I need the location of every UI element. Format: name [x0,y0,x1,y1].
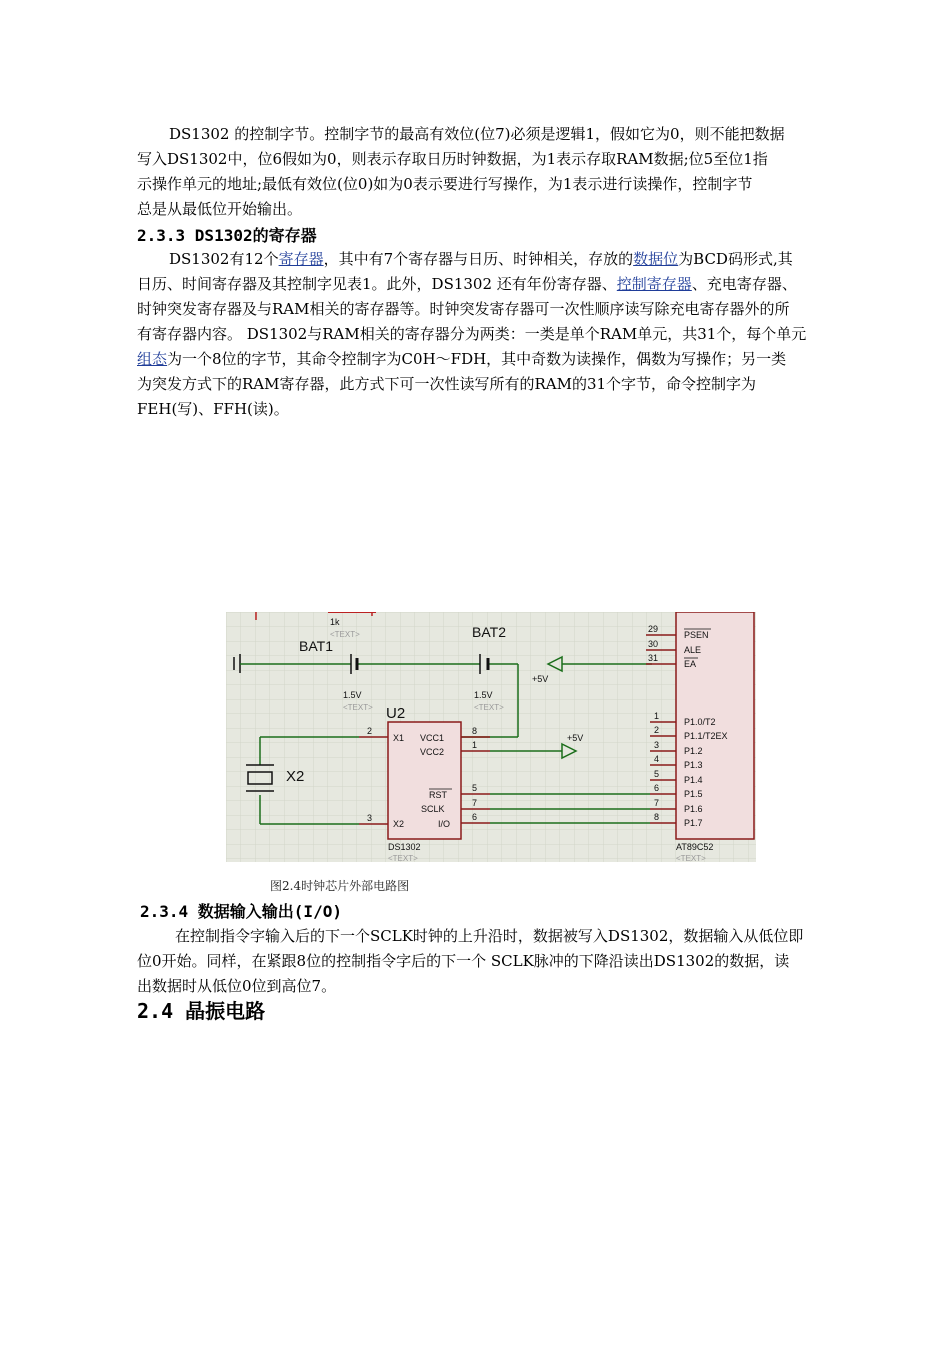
pin-number: 3 [367,813,373,823]
text-run: ，其中有7个寄存器与日历、时钟相关，存放的 [323,250,634,268]
u2-pin-vcc2: VCC2 [420,747,445,757]
u2-label: U2 [386,705,406,722]
link-configuration[interactable]: 组态 [137,350,168,368]
text-line: 总是从最低位开始输出。 [137,200,303,218]
text-line: DS1302 的控制字节。控制字节的最高有效位(位7)必须是逻辑1，假如它为0，则不能把数据 [169,125,785,143]
pin-number: 1 [472,740,478,750]
section-heading-registers: 2.3.3 DS1302的寄存器 [137,226,317,245]
u2-pin-x2: X2 [393,819,405,829]
text-placeholder: <TEXT> [388,854,418,862]
schematic-figure [226,612,756,862]
vcc-label-mid: +5V [567,733,584,743]
u2-pin-vcc1: VCC1 [420,733,445,743]
text-line: 在控制指令字输入后的下一个SCLK时钟的上升沿时，数据被写入DS1302，数据输入从低位即 [175,927,804,945]
link-data-bits[interactable]: 数据位 [633,250,679,268]
pin-number: 7 [654,798,660,808]
mcu-pin-psen: PSEN [684,630,709,640]
u2-part-name: DS1302 [388,842,421,852]
mcu-pin-p10: P1.0/T2 [684,717,716,727]
pin-number: 5 [472,783,478,793]
circuit-diagram [226,612,756,862]
u2-pin-x1: X1 [393,733,405,743]
mcu-pin-ale: ALE [684,645,702,655]
pin-number: 2 [654,725,660,735]
pin-number: 6 [472,812,478,822]
pin-number: 30 [648,639,659,649]
link-control-register[interactable]: 控制寄存器 [616,275,692,293]
bat2-voltage: 1.5V [474,690,493,700]
pin-number: 7 [472,798,478,808]
text-line: FEH(写)、FFH(读)。 [137,400,289,418]
u2-pin-io: I/O [438,819,451,829]
mcu-part-name: AT89C52 [676,842,714,852]
text-line: 为突发方式下的RAM寄存器，此方式下可一次性读写所有的RAM的31个字节，命令控制字为 [137,375,757,393]
pin-number: 4 [654,754,660,764]
pin-number: 6 [654,783,660,793]
text-run: 为一个8位的字节，其命令控制字为C0H～FDH，其中奇数为读操作，偶数为写操作；另一类 [167,350,787,368]
text-line: 时钟突发寄存器及与RAM相关的寄存器等。时钟突发寄存器可一次性顺序读写除充电寄存器外的所 [137,300,790,318]
bat2-label: BAT2 [472,624,506,640]
text-placeholder: <TEXT> [474,703,504,712]
mcu-pin-p16: P1.6 [684,804,703,814]
figure-caption: 图2.4时钟芯片外部电路图 [270,879,410,893]
text-run: 为BCD码形式,其 [678,250,793,268]
text-run: 、充电寄存器、 [691,275,797,293]
pin-number: 8 [472,726,478,736]
bat1-voltage: 1.5V [343,690,362,700]
text-line: 出数据时从低位0位到高位7。 [137,977,337,995]
bat1-label: BAT1 [299,638,333,654]
mcu-pin-ea: EA [684,659,697,669]
text-run: DS1302有12个 [169,250,279,268]
paragraph-control-byte [137,122,859,222]
mcu-pin-p14: P1.4 [684,775,703,785]
pin-number: 31 [648,653,659,663]
pin-number: 29 [648,624,659,634]
pin-number: 3 [654,740,660,750]
u2-pin-sclk: SCLK [421,804,445,814]
text-line: 位0开始。同样，在紧跟8位的控制指令字后的下一个 SCLK脉冲的下降沿读出DS1302的数据，读 [137,952,790,970]
text-placeholder: <TEXT> [343,703,373,712]
text-line: 有寄存器内容。 DS1302与RAM相关的寄存器分为两类：一类是单个RAM单元，共31个，每个单元 [137,325,807,343]
crystal-label: X2 [286,768,305,785]
paragraph-io [137,924,859,999]
paragraph-registers [137,247,859,422]
u2-pin-rst: RST [429,790,447,800]
text-line: 示操作单元的地址;最低有效位(位0)如为0表示要进行写操作，为1表示进行读操作，控制字节 [137,175,753,193]
mcu-pin-p11: P1.1/T2EX [684,731,728,741]
resistor-value: 1k [330,617,340,627]
mcu-pin-p15: P1.5 [684,789,703,799]
pin-number: 1 [654,711,660,721]
text-placeholder: <TEXT> [676,854,706,862]
mcu-pin-p13: P1.3 [684,760,703,770]
vcc-label-top: +5V [532,674,549,684]
text-line: 写入DS1302中，位6假如为0，则表示存取日历时钟数据，为1表示存取RAM数据;位5至位1指 [137,150,768,168]
section-heading-crystal: 2.4 晶振电路 [137,999,266,1023]
text-placeholder: <TEXT> [330,630,360,639]
mcu-pin-p12: P1.2 [684,746,703,756]
section-heading-io: 2.3.4 数据输入输出(I/O) [140,902,342,921]
pin-number: 2 [367,726,373,736]
link-registers[interactable]: 寄存器 [278,250,324,268]
pin-number: 5 [654,769,660,779]
text-run: 日历、时间寄存器及其控制字见表1。此外，DS1302 还有年份寄存器、 [137,275,617,293]
mcu-pin-p17: P1.7 [684,818,703,828]
pin-number: 8 [654,812,660,822]
